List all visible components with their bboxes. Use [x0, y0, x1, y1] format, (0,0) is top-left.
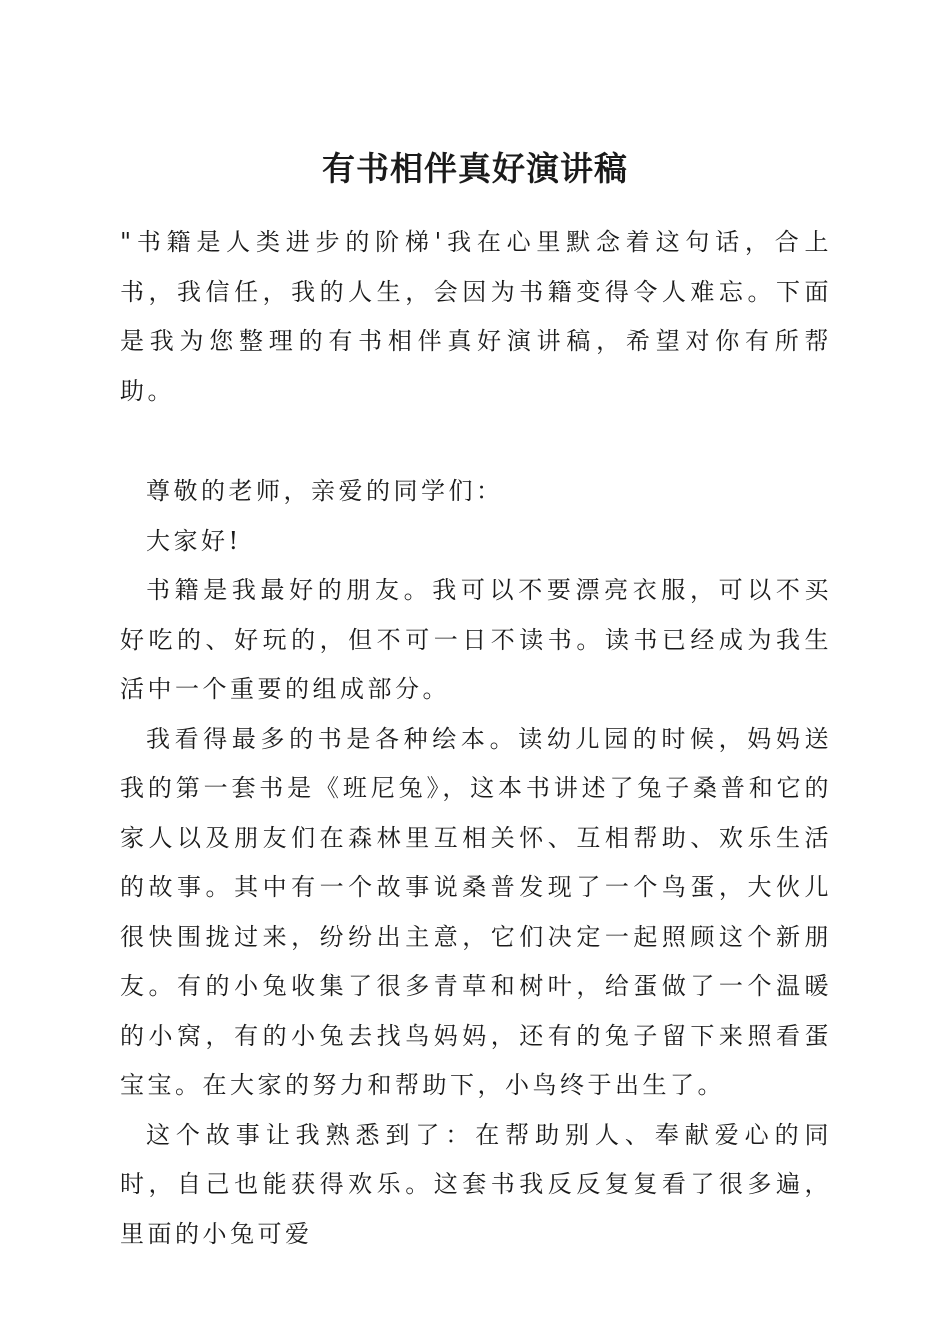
intro-paragraph: "书籍是人类进步的阶梯'我在心里默念着这句话，合上书，我信任，我的人生，会因为书籍变得令人难忘。下面是我为您整理的有书相伴真好演讲稿，希望对你有所帮助。 — [120, 228, 832, 405]
salutation: 尊敬的老师，亲爱的同学们： — [146, 477, 504, 505]
body-paragraph: 这个故事让我熟悉到了：在帮助别人、奉献爱心的同时，自己也能获得欢乐。这套书我反反复复看了很多遍，里面的小兔可爱 — [120, 1120, 832, 1248]
body-paragraph: 我看得最多的书是各种绘本。读幼儿园的时候，妈妈送我的第一套书是《班尼兔》，这本书讲述了兔子桑普和它的家人以及朋友们在森林里互相关怀、互相帮助、欢乐生活的故事。其中有一个故事说桑普发现了一个鸟蛋，大伙儿很快围拢过来，纷纷出主意，它们决定一起照顾这个新朋友。有的小兔收集了很多青草和树叶，给蛋做了一个温暖的小窝，有的小兔去找鸟妈妈，还有的兔子留下来照看蛋宝宝。在大家的努力和帮助下，小鸟终于出生了。 — [120, 724, 832, 1099]
document-title: 有书相伴真好演讲稿 — [322, 149, 628, 188]
greeting: 大家好! — [146, 526, 242, 555]
body-paragraph: 书籍是我最好的朋友。我可以不要漂亮衣服，可以不买好吃的、好玩的，但不可一日不读书。读书已经成为我生活中一个重要的组成部分。 — [120, 576, 832, 703]
speech-body — [120, 467, 832, 1259]
